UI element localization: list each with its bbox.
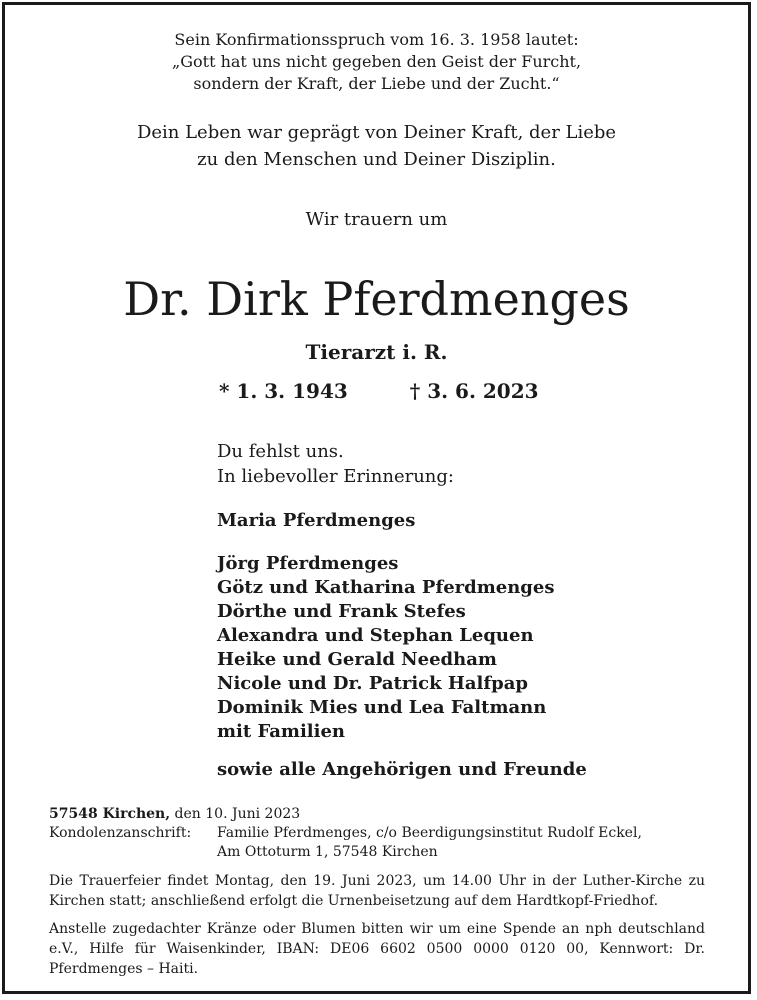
verse-line: sondern der Kraft, der Liebe und der Zucht.“: [193, 74, 560, 93]
condolence-address: [49, 824, 642, 862]
death-date: † 3. 6. 2023: [409, 379, 539, 403]
place: 57548 Kirchen,: [49, 806, 171, 822]
verse-line: „Gott hat uns nicht gegeben den Geist der Furcht,: [171, 52, 582, 71]
spouse-name: Maria Pferdmenges: [217, 510, 416, 531]
confirmation-verse: [5, 29, 748, 95]
birth-date: * 1. 3. 1943: [219, 379, 348, 403]
address-line: Am Ottoturm 1, 57548 Kirchen: [217, 844, 438, 860]
family-member: Alexandra und Stephan Lequen: [217, 625, 534, 646]
message-line: In liebevoller Erinnerung:: [217, 466, 454, 487]
relatives-and-friends: sowie alle Angehörigen und Freunde: [217, 759, 587, 780]
remembrance-message: [217, 439, 454, 489]
ceremony-info: Die Trauerfeier findet Montag, den 19. Juni 2023, um 14.00 Uhr in der Luther-Kirche zu Kirchen statt; anschließend erfolgt die Urnenbeisetzung auf dem Hardtkopf-Friedhof.: [49, 873, 705, 909]
life-dates: [219, 379, 539, 403]
family-list: [217, 552, 554, 744]
deceased-profession: Tierarzt i. R.: [305, 340, 448, 364]
mourning-intro: Wir trauern um: [305, 209, 448, 230]
tribute-text: [5, 119, 748, 173]
family-member: Nicole und Dr. Patrick Halfpap: [217, 673, 528, 694]
place-date: [49, 805, 300, 824]
family-member: Jörg Pferdmenges: [217, 553, 399, 574]
family-member: mit Familien: [217, 721, 346, 742]
family-member: Dominik Mies und Lea Faltmann: [217, 697, 547, 718]
donation-info: Anstelle zugedachter Kränze oder Blumen bitten wir um eine Spende an nph deutschland e.V., Hilfe für Waisenkinder, IBAN: DE06 6602 0500 0000 0120 00, Kennwort: Dr. Pferdmenges – Haiti.: [49, 921, 705, 977]
family-member: Götz und Katharina Pferdmenges: [217, 577, 555, 598]
verse-line: Sein Konfirmationsspruch vom 16. 3. 1958 lautet:: [174, 30, 579, 49]
obituary-frame: [2, 2, 751, 994]
address-label: Kondolenzanschrift:: [49, 825, 192, 841]
tribute-line: zu den Menschen und Deiner Disziplin.: [197, 149, 556, 170]
family-member: Heike und Gerald Needham: [217, 649, 497, 670]
family-member: Dörthe und Frank Stefes: [217, 601, 466, 622]
deceased-name: Dr. Dirk Pferdmenges: [123, 272, 630, 326]
tribute-line: Dein Leben war geprägt von Deiner Kraft, der Liebe: [136, 122, 617, 143]
address-line: Familie Pferdmenges, c/o Beerdigungsinstitut Rudolf Eckel,: [217, 825, 642, 841]
date: den 10. Juni 2023: [170, 806, 301, 822]
message-line: Du fehlst uns.: [217, 441, 344, 462]
